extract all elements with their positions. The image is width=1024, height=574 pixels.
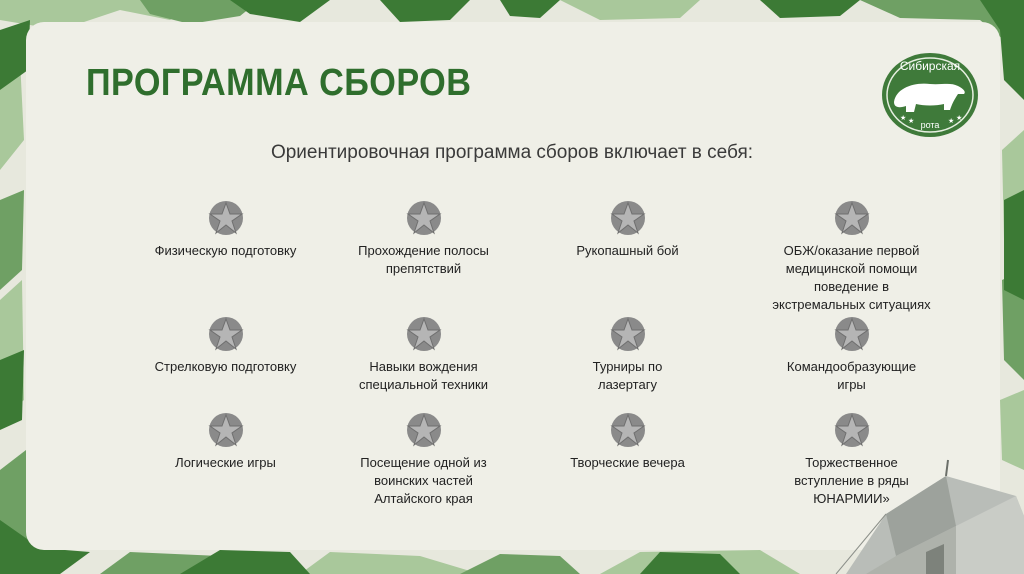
program-item xyxy=(520,412,735,472)
program-item xyxy=(744,412,959,508)
program-item-text: Навыки вождения специальной техники xyxy=(359,359,488,392)
program-item-text: Стрелковую подготовку xyxy=(154,359,297,374)
program-item-text: ОБЖ/оказание первой медицинской помощи поведение в экстремальных ситуациях xyxy=(772,243,931,312)
program-item xyxy=(316,200,531,278)
svg-text:★: ★ xyxy=(948,117,955,125)
svg-text:★: ★ xyxy=(908,117,915,125)
program-item-text: Физическую подготовку xyxy=(154,243,297,258)
program-grid xyxy=(118,200,968,520)
page-title: ПРОГРАММА СБОРОВ xyxy=(86,62,472,104)
star-emblem-icon xyxy=(406,316,442,352)
star-emblem-icon xyxy=(208,200,244,236)
star-emblem-icon xyxy=(406,412,442,448)
program-item-text: Творческие вечера xyxy=(570,455,685,470)
svg-text:★: ★ xyxy=(900,114,907,122)
star-emblem-icon xyxy=(834,316,870,352)
star-emblem-icon xyxy=(834,200,870,236)
program-item xyxy=(744,200,959,314)
program-item xyxy=(520,316,735,394)
logo-text-top: Сибирская xyxy=(899,59,961,73)
sibirskaya-rota-logo xyxy=(880,52,980,138)
program-item xyxy=(744,316,959,394)
program-item-text: Торжественное вступление в ряды ЮНАРМИИ» xyxy=(794,455,909,506)
program-item xyxy=(118,316,333,376)
program-item-text: Прохождение полосы препятствий xyxy=(358,243,489,276)
program-item xyxy=(316,412,531,508)
svg-text:★: ★ xyxy=(956,114,963,122)
program-item xyxy=(316,316,531,394)
program-item-text: Посещение одной из воинских частей Алтайского края xyxy=(360,455,487,506)
star-emblem-icon xyxy=(208,316,244,352)
program-item-text: Командообразующие игры xyxy=(786,359,917,392)
star-emblem-icon xyxy=(406,200,442,236)
program-item xyxy=(520,200,735,260)
star-emblem-icon xyxy=(834,412,870,448)
program-item-text: Рукопашный бой xyxy=(576,243,679,258)
star-emblem-icon xyxy=(610,316,646,352)
program-item xyxy=(118,200,333,260)
program-item-text: Логические игры xyxy=(175,455,276,470)
program-item-text: Турниры по лазертагу xyxy=(592,359,663,392)
star-emblem-icon xyxy=(208,412,244,448)
star-emblem-icon xyxy=(610,412,646,448)
subtitle: Ориентировочная программа сборов включает в себя: xyxy=(270,142,754,163)
star-emblem-icon xyxy=(610,200,646,236)
program-item xyxy=(118,412,333,472)
logo-text-bottom: рота xyxy=(920,120,940,130)
